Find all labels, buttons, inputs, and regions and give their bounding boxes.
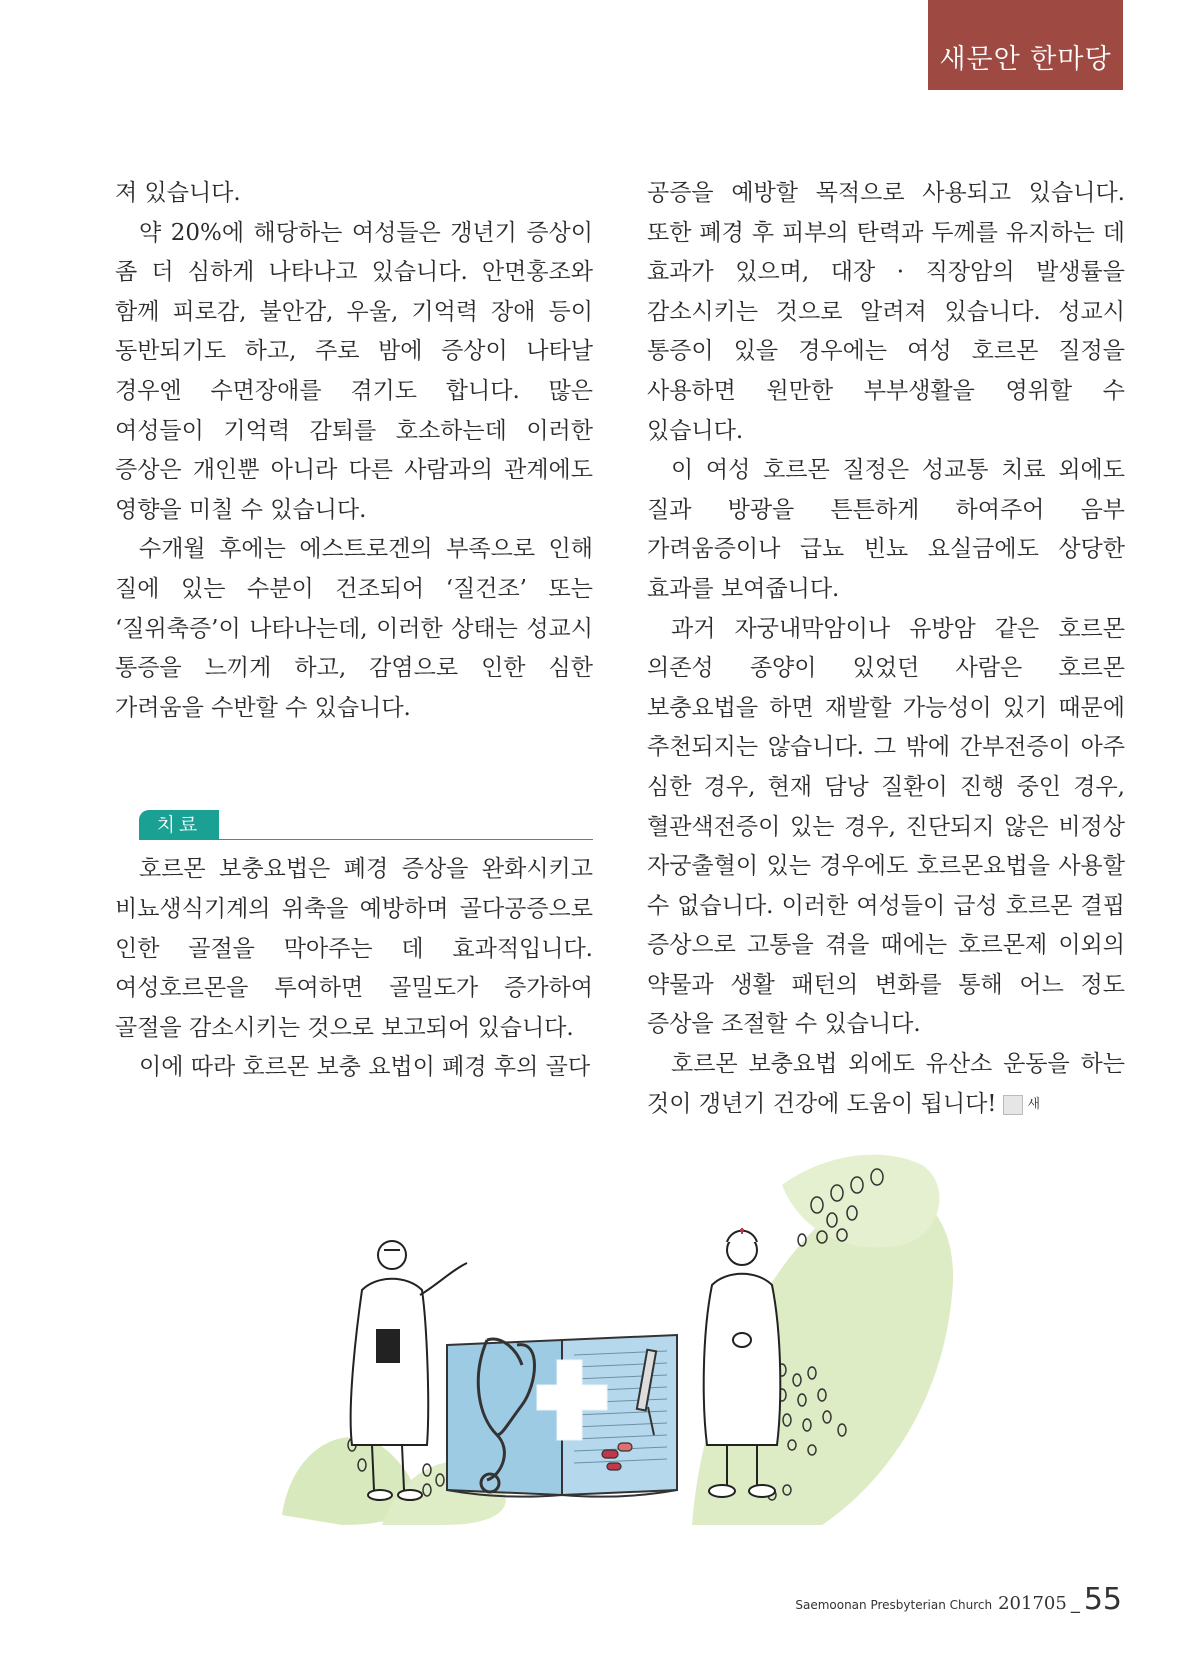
paragraph: 공증을 예방할 목적으로 사용되고 있습니다. 또한 폐경 후 피부의 탄력과 두께를 유지하는 데 효과가 있으며, 대장 · 직장암의 발생률을 감소시키는 것으로 알려져 있습니다. 성교시 통증이 있을 경우에는 여성 호르몬 질정을 사용하면 원만한 부부생활을 영위할 수 있습니다.	[647, 180, 1125, 444]
paragraph: 수개월 후에는 에스트로겐의 부족으로 인해 질에 있는 수분이 건조되어 ‘질건조’ 또는 ‘질위축증’이 나타나는데, 이러한 상태는 성교시 통증을 느끼게 하고, 감염으로 인한 심한 가려움을 수반할 수 있습니다.	[115, 536, 593, 721]
paragraph: 이 여성 호르몬 질정은 성교통 치료 외에도 질과 방광을 튼튼하게 하여주어 음부 가려움증이나 급뇨 빈뇨 요실금에도 상당한 효과를 보여줍니다.	[647, 457, 1125, 602]
church-name: Saemoonan Presbyterian Church	[795, 1598, 993, 1612]
heading-tag: 치료	[139, 810, 219, 840]
page-footer	[795, 1582, 1122, 1617]
paragraph-text: 호르몬 보충요법 외에도 유산소 운동을 하는 것이 갱년기 건강에 도움이 됩니다!	[647, 1051, 1125, 1117]
paragraph: 호르몬 보충요법은 폐경 증상을 완화시키고 비뇨생식기계의 위축을 예방하며 골다공증으로 인한 골절을 막아주는 데 효과적입니다. 여성호르몬을 투여하면 골밀도가 증가하여 골절을 감소시키는 것으로 보고되어 있습니다.	[115, 856, 593, 1041]
spacer	[115, 728, 593, 806]
paragraph: 과거 자궁내막암이나 유방암 같은 호르몬 의존성 종양이 있었던 사람은 호르몬 보충요법을 하면 재발할 가능성이 있기 때문에 추천되지는 않습니다. 그 밖에 간부전증이 아주 심한 경우, 현재 담낭 질환이 진행 중인 경우, 혈관색전증이 있는 경우, 진단되지 않은 비정상 자궁출혈이 있는 경우에도 호르몬요법을 사용할 수 없습니다. 이러한 여성들이 급성 호르몬 결핍 증상으로 고통을 겪을 때에는 호르몬제 이외의 약물과 생활 패턴의 변화를 통해 어느 정도 증상을 조절할 수 있습니다.	[647, 615, 1125, 1038]
section-heading	[115, 806, 593, 846]
right-column	[647, 174, 1125, 1124]
page-number: 55	[1083, 1582, 1122, 1617]
section-tab	[928, 0, 1123, 90]
medical-illustration	[262, 1145, 962, 1525]
issue-number: 201705	[998, 1593, 1067, 1614]
paragraph: 약 20%에 해당하는 여성들은 갱년기 증상이 좀 더 심하게 나타나고 있습니다. 안면홍조와 함께 피로감, 불안감, 우울, 기억력 장애 등이 동반되기도 하고, 주로 밤에 증상이 나타날 경우엔 수면장애를 겪기도 합니다. 많은 여성들이 기억력 감퇴를 호소하는데 이러한 증상은 개인뿐 아니라 다른 사람과의 관계에도 영향을 미칠 수 있습니다.	[115, 219, 593, 523]
footer-separator: _	[1070, 1593, 1080, 1614]
paragraph	[647, 1045, 1125, 1124]
heading-rule	[219, 839, 593, 840]
section-title: 새문안 한마당	[939, 44, 1112, 75]
paragraph: 이에 따라 호르몬 보충 요법이 폐경 후의 골다	[139, 1054, 591, 1081]
end-mark-icon: 새	[1003, 1095, 1023, 1115]
left-column	[115, 174, 593, 1088]
paragraph: 져 있습니다.	[115, 180, 241, 206]
